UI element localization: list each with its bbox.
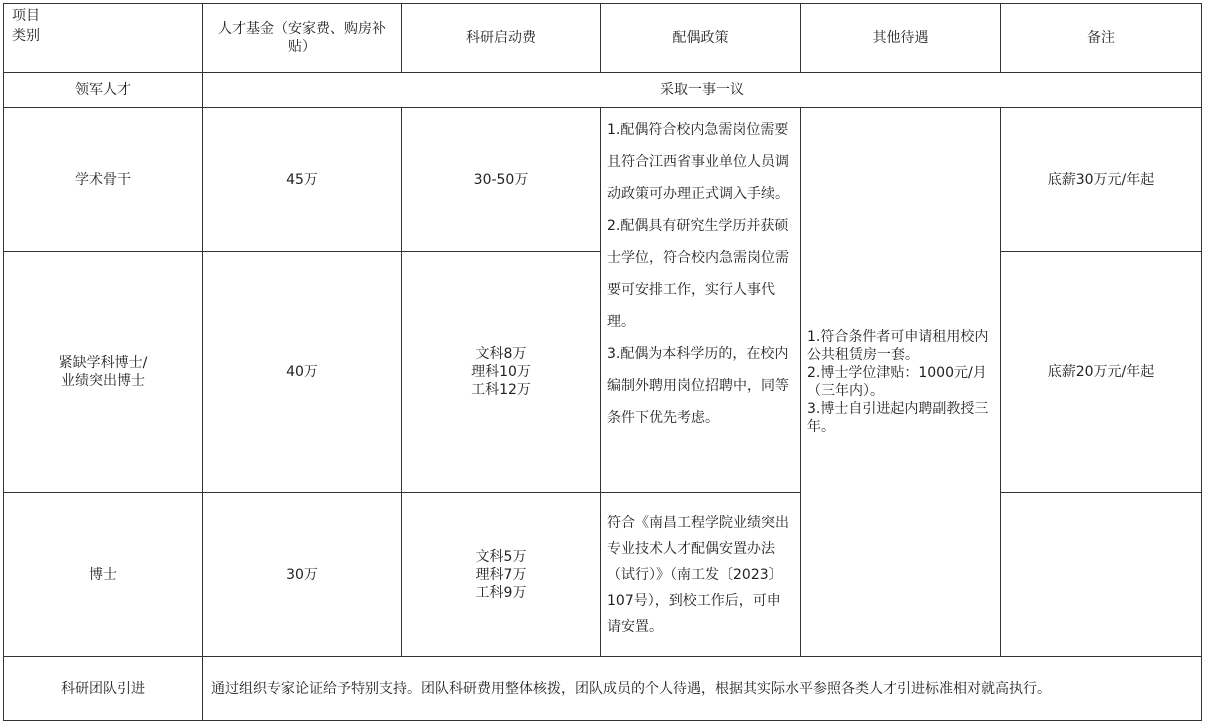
spouse-policy-cell	[601, 108, 801, 493]
doctor-startup	[402, 493, 601, 657]
talent-policy-table	[3, 3, 1202, 721]
startup-line: 理科10万	[471, 364, 531, 380]
academic-remark: 底薪30万元/年起	[1001, 108, 1202, 252]
startup-line: 理科7万	[475, 566, 527, 583]
startup-line: 文科5万	[475, 548, 527, 565]
corner-header-top: 项目	[12, 8, 40, 24]
corner-header-bottom: 类别	[12, 28, 40, 44]
doctor-fund: 30万	[203, 493, 402, 657]
spouse-header: 配偶政策	[601, 4, 801, 73]
other-benefit-item: 3.博士自引进起内聘副教授三年。	[807, 401, 989, 435]
academic-fund: 45万	[203, 108, 402, 252]
doctor-row	[4, 493, 1202, 657]
header-row	[4, 4, 1202, 73]
leader-label: 领军人才	[4, 73, 203, 108]
startup-line: 文科8万	[475, 346, 527, 362]
team-value: 通过组织专家论证给予特别支持。团队科研费用整体核拨，团队成员的个人待遇，根据其实际水平参照各类人才引进标准相对就高执行。	[203, 657, 1202, 721]
team-row	[4, 657, 1202, 721]
shortage-label-line: 紧缺学科博士/	[58, 355, 148, 371]
shortage-fund: 40万	[203, 252, 402, 493]
doctor-spouse-policy	[601, 493, 801, 657]
corner-header	[4, 4, 203, 73]
academic-startup: 30-50万	[402, 108, 601, 252]
other-header: 其他待遇	[801, 4, 1001, 73]
spouse-policy-item: 2.配偶具有研究生学历并获硕士学位，符合校内急需岗位需要可安排工作，实行人事代理。	[607, 218, 789, 330]
shortage-remark: 底薪20万元/年起	[1001, 252, 1202, 493]
shortage-label	[4, 252, 203, 493]
leader-value: 采取一事一议	[203, 73, 1202, 108]
shortage-label-line: 业绩突出博士	[61, 373, 145, 389]
doctor-label: 博士	[4, 493, 203, 657]
other-benefit-item: 1.符合条件者可申请租用校内公共租赁房一套。	[807, 329, 989, 363]
fund-header: 人才基金（安家费、购房补贴）	[203, 4, 402, 73]
shortage-startup	[402, 252, 601, 493]
team-label: 科研团队引进	[4, 657, 203, 721]
other-benefits-cell	[801, 108, 1001, 657]
doctor-spouse-text: 符合《南昌工程学院业绩突出专业技术人才配偶安置办法（试行）》（南工发〔2023〕107号），到校工作后，可申请安置。	[607, 514, 789, 635]
leader-row	[4, 73, 1202, 108]
spouse-policy-item: 3.配偶为本科学历的，在校内编制外聘用岗位招聘中，同等条件下优先考虑。	[607, 346, 789, 426]
other-benefit-item: 2.博士学位津贴：1000元/月（三年内）。	[807, 365, 987, 399]
spouse-policy-item: 1.配偶符合校内急需岗位需要且符合江西省事业单位人员调动政策可办理正式调入手续。	[607, 122, 789, 202]
startup-line: 工科12万	[471, 382, 531, 398]
doctor-remark	[1001, 493, 1202, 657]
remark-header: 备注	[1001, 4, 1202, 73]
academic-row	[4, 108, 1202, 252]
startup-header: 科研启动费	[402, 4, 601, 73]
startup-line: 工科9万	[475, 584, 527, 601]
academic-label: 学术骨干	[4, 108, 203, 252]
